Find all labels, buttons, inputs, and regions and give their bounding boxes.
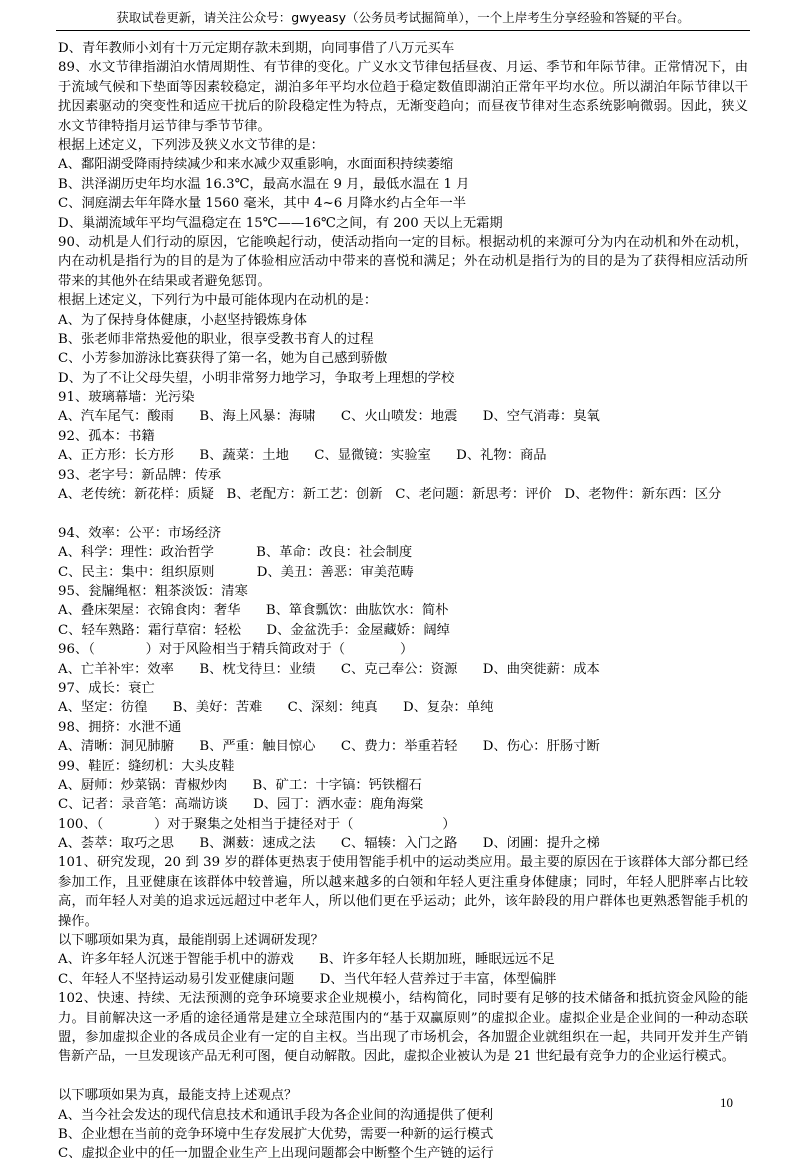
option-line: B、洪泽湖历史年均水温 16.3℃，最高水温在 9 月，最低水温在 1 月 xyxy=(58,176,470,192)
text-line: 根据上述定义，下列涉及狭义水文节律的是： xyxy=(58,137,324,153)
option-line: A、当今社会发达的现代信息技术和通讯手段为各企业间的沟通提供了便利 xyxy=(58,1107,494,1123)
option-line: A、清晰：洞见肺腑 B、严重：触目惊心 C、费力：举重若轻 D、伤心：肝肠寸断 xyxy=(58,739,600,755)
option-line: A、科学：理性：政治哲学 B、革命：改良：社会制度 xyxy=(58,545,413,561)
option-line: A、许多年轻人沉迷于智能手机中的游戏 B、许多年轻人长期加班，睡眠远远不足 xyxy=(58,952,555,968)
document-body xyxy=(58,39,748,1164)
option-line: C、虚拟企业中的任一加盟企业生产上出现问题都会中断整个生产链的运行 xyxy=(58,1146,494,1162)
question-91: 91、玻璃幕墙：光污染 xyxy=(58,390,195,406)
option-line: A、鄱阳湖受降雨持续减少和来水减少双重影响，水面面积持续萎缩 xyxy=(58,157,454,173)
question-99: 99、鞋匠：缝纫机：大头皮鞋 xyxy=(58,758,235,774)
text-line: 以下哪项如果为真，最能支持上述观点？ xyxy=(58,1088,298,1104)
question-101-stem: 101、研究发现，20 到 39 岁的群体更热衷于使用智能手机中的运动类应用。最主要的原因在于该群体大部分都已经参加工作，且亚健康在该群体中较普遍，所以越来越多的白领和年轻人更注重身体健康；同时，年轻人肥胖率占比较高，而年轻人对美的追求远远超过中老年人，所以他们更在乎运动；此外，该年龄段的用户群体也更熟悉智能手机的操作。 xyxy=(58,855,748,929)
page-header: 获取试卷更新，请关注公众号：gwyeasy（公务员考试掘简单），一个上岸考生分享经验和答疑的平台。 xyxy=(56,6,750,31)
option-line: A、老传统：新花样：质疑 B、老配方：新工艺：创新 C、老问题：新思考：评价 D、老物件：新东西：区分 xyxy=(58,487,722,503)
text-line: 根据上述定义，下列行为中最可能体现内在动机的是： xyxy=(58,293,378,309)
question-98: 98、拥挤：水泄不通 xyxy=(58,719,182,735)
question-90-stem: 90、动机是人们行动的原因，它能唤起行动，使活动指向一定的目标。根据动机的来源可分为内在动机和外在动机，内在动机是指行为的目的是为了体验相应活动中带来的喜悦和满足；外在动机是指行为的目的是为了获得相应活动所带来的其他外在结果或者避免惩罚。 xyxy=(58,234,748,289)
question-100: 100、（ ）对于聚集之处相当于捷径对于（ ） xyxy=(58,816,456,832)
question-94: 94、效率：公平：市场经济 xyxy=(58,525,222,541)
question-95: 95、瓮牖绳枢：粗茶淡饭：清寒 xyxy=(58,584,248,599)
option-line: C、记者：录音笔：高端访谈 D、园丁：洒水壶：鹿角海棠 xyxy=(58,797,424,813)
option-line: A、叠床架屋：衣锦食肉：奢华 B、箪食瓢饮：曲肱饮水：简朴 xyxy=(58,603,449,619)
option-line: A、正方形：长方形 B、蔬菜：土地 C、显微镜：实验室 D、礼物：商品 xyxy=(58,448,547,464)
question-96: 96、（ ）对于风险相当于精兵简政对于（ ） xyxy=(58,642,414,658)
page-number: 10 xyxy=(720,1095,733,1110)
question-97: 97、成长：衰亡 xyxy=(58,680,155,696)
option-line: D、巢湖流域年平均气温稳定在 15℃——16℃之间，有 200 天以上无霜期 xyxy=(58,215,503,231)
option-line: C、小芳参加游泳比赛获得了第一名，她为自己感到骄傲 xyxy=(58,351,388,367)
question-93: 93、老字号：新品牌：传承 xyxy=(58,467,222,483)
option-line: A、汽车尾气：酸雨 B、海上风暴：海啸 C、火山喷发：地震 D、空气消毒：臭氧 xyxy=(58,409,600,425)
option-line: D、为了不让父母失望，小明非常努力地学习，争取考上理想的学校 xyxy=(58,370,455,386)
option-line: A、亡羊补牢：效率 B、枕戈待旦：业绩 C、克己奉公：资源 D、曲突徙薪：成本 xyxy=(58,661,600,677)
option-line: B、张老师非常热爱他的职业，很享受教书育人的过程 xyxy=(58,331,374,347)
option-line: B、企业想在当前的竞争环境中生存发展扩大优势，需要一种新的运行模式 xyxy=(58,1127,494,1143)
question-89-stem: 89、水文节律指湖泊水情周期性、有节律的变化。广义水文节律包括昼夜、月运、季节和年际节律。正常情况下，由于流域气候和下垫面等因素较稳定，湖泊多年平均水位趋于稳定数值即湖泊正常年平均水位。所以湖泊年际节律以干扰因素驱动的突变性和适应干扰后的阶段稳定性为特点，无渐变趋向；而昼夜节律对生态系统影响微弱。因此，狭义水文节律特指月运节律与季节节律。 xyxy=(58,60,748,134)
text-line: 以下哪项如果为真，最能削弱上述调研发现？ xyxy=(58,933,324,949)
option-line: A、荟萃：取巧之思 B、渊薮：速成之法 C、辐辏：入门之路 D、闭圃：提升之梯 xyxy=(58,836,600,852)
option-line: A、为了保持身体健康，小赵坚持锻炼身体 xyxy=(58,312,307,328)
question-92: 92、孤本：书籍 xyxy=(58,428,155,444)
option-line: A、厨师：炒菜锅：青椒炒肉 B、矿工：十字镐：钙铁榴石 xyxy=(58,777,422,793)
option-line: A、坚定：彷徨 B、美好：苦难 C、深刻：纯真 D、复杂：单纯 xyxy=(58,700,494,716)
option-line: C、民主：集中：组织原则 D、美丑：善恶：审美范畴 xyxy=(58,564,414,580)
question-102-stem: 102、快速、持续、无法预测的竞争环境要求企业规模小，结构简化，同时要有足够的技术储备和抵抗资金风险的能力。目前解决这一矛盾的途径通常是建立全球范围内的“基于双赢原则”的虚拟企业。虚拟企业是企业间的一种动态联盟，参加虚拟企业的各成员企业有一定的自主权。当出现了市场机会，各加盟企业就组织在一起，共同开发并生产销售新产品，一旦发现该产品无利可图，便自动解散。因此，虚拟企业被认为是 21 世纪最有竞争力的企业运行模式。 xyxy=(58,991,748,1065)
option-line: C、洞庭湖去年年降水量 1560 毫米，其中 4~6 月降水约占全年一半 xyxy=(58,196,467,212)
option-line: C、轻车熟路：霜行草宿：轻松 D、金盆洗手：金屋藏娇：阔绰 xyxy=(58,622,450,638)
option-line: C、年轻人不坚持运动易引发亚健康问题 D、当代年轻人营养过于丰富，体型偏胖 xyxy=(58,971,557,987)
text-line: D、青年教师小刘有十万元定期存款未到期，向同事借了八万元买车 xyxy=(58,41,455,56)
